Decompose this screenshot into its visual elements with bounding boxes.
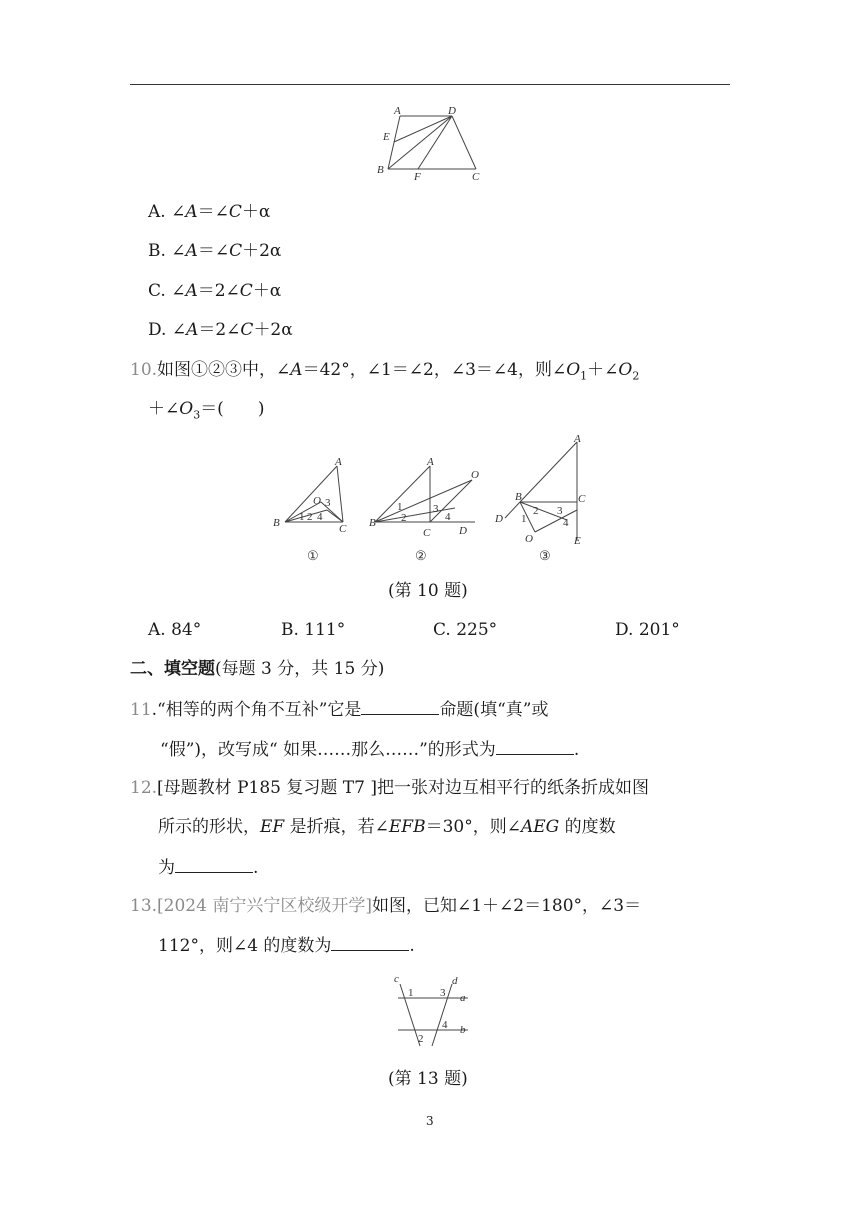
svg-text:2: 2 — [401, 512, 407, 524]
q9-option-d: D. ∠A＝2∠C＋2α — [148, 320, 293, 340]
svg-text:4: 4 — [563, 517, 569, 529]
q9-option-c: C. ∠A＝2∠C＋α — [148, 281, 282, 301]
q12-blank[interactable] — [175, 856, 253, 873]
q9-option-b: B. ∠A＝∠C＋2α — [148, 241, 282, 261]
q12-line3: 为 . — [158, 858, 259, 878]
svg-text:3: 3 — [325, 497, 331, 509]
q13-line1: 13.[2024 南宁兴宁区校级开学]如图，已知∠1＋∠2＝180°，∠3＝ — [130, 896, 642, 916]
svg-text:3: 3 — [433, 503, 439, 515]
q9-trapezoid-figure — [370, 102, 490, 182]
svg-text:1: 1 — [521, 513, 527, 525]
svg-text:2: 2 — [533, 505, 539, 517]
svg-text:1: 1 — [299, 511, 305, 523]
q11-blank-1[interactable] — [361, 698, 439, 715]
svg-text:A: A — [427, 456, 434, 468]
q10-stem-line2: $+\angle O_3=$( ) — [148, 399, 265, 422]
svg-text:C: C — [423, 527, 431, 539]
label-b: b — [460, 1024, 466, 1036]
fig-number-3: ③ — [539, 548, 551, 563]
svg-text:4: 4 — [317, 511, 323, 523]
q11-blank-2[interactable] — [496, 738, 574, 755]
svg-text:B: B — [515, 491, 522, 503]
q9-option-a: A. ∠A＝∠C＋α — [148, 202, 271, 222]
svg-text:B: B — [273, 517, 280, 529]
label-c: c — [394, 973, 399, 985]
q11-line1: 11.“相等的两个角不互补”它是 命题(填“真”或 — [130, 700, 549, 720]
label-E: E — [383, 131, 390, 143]
q10-option-b: B. 111° — [281, 620, 346, 640]
svg-text:1: 1 — [397, 501, 403, 513]
svg-text:B: B — [369, 517, 376, 529]
section-title: 二、填空题(每题 3 分，共 15 分) — [130, 659, 385, 679]
q10-stem-line1: 10.如图①②③中，∠A＝42°，∠1＝∠2，∠3＝∠4，则$\angle O_1+\angle O_2$ — [130, 360, 640, 383]
label-A: A — [394, 105, 401, 117]
svg-text:4: 4 — [445, 511, 451, 523]
fig-number-2: ② — [415, 548, 427, 563]
fig-number-1: ① — [307, 548, 319, 563]
svg-text:O: O — [313, 495, 321, 507]
svg-text:C: C — [339, 523, 347, 535]
svg-text:O: O — [525, 533, 533, 545]
q13-caption: (第 13 题) — [388, 1069, 468, 1089]
q12-line2: 所示的形状，EF 是折痕，若∠EFB＝30°，则∠AEG 的度数 — [158, 817, 616, 837]
q12-line1: 12.[母题教材 P185 复习题 T7 ]把一张对边互相平行的纸条折成如图 — [130, 778, 649, 798]
svg-text:2: 2 — [307, 511, 313, 523]
label-4: 4 — [442, 1019, 448, 1031]
page-number: 3 — [426, 1114, 434, 1128]
label-D: D — [448, 105, 456, 117]
svg-text:D: D — [495, 513, 503, 525]
label-d: d — [452, 975, 458, 987]
label-C: C — [472, 171, 480, 182]
svg-text:3: 3 — [557, 505, 563, 517]
q13-parallel-lines-figure — [388, 970, 478, 1052]
svg-text:C: C — [578, 493, 586, 505]
svg-text:A: A — [574, 433, 581, 445]
label-a: a — [460, 992, 466, 1004]
label-2: 2 — [418, 1033, 424, 1045]
label-1: 1 — [408, 987, 414, 999]
label-B: B — [377, 164, 384, 176]
svg-text:O: O — [471, 469, 479, 481]
q10-caption: (第 10 题) — [388, 581, 468, 601]
label-F: F — [414, 171, 421, 182]
top-rule — [130, 84, 730, 85]
q10-option-d: D. 201° — [615, 620, 680, 640]
svg-text:E: E — [574, 535, 581, 547]
svg-text:A: A — [335, 456, 342, 468]
svg-text:D: D — [459, 525, 467, 537]
q10-option-c: C. 225° — [433, 620, 498, 640]
q13-blank[interactable] — [331, 934, 409, 951]
q11-line2: “假”)，改写成“ 如果……那么……”的形式为 . — [160, 740, 580, 760]
q10-figures — [265, 432, 605, 572]
q10-option-a: A. 84° — [148, 620, 202, 640]
q13-line2: 112°，则∠4 的度数为 . — [158, 936, 415, 956]
label-3: 3 — [440, 987, 446, 999]
